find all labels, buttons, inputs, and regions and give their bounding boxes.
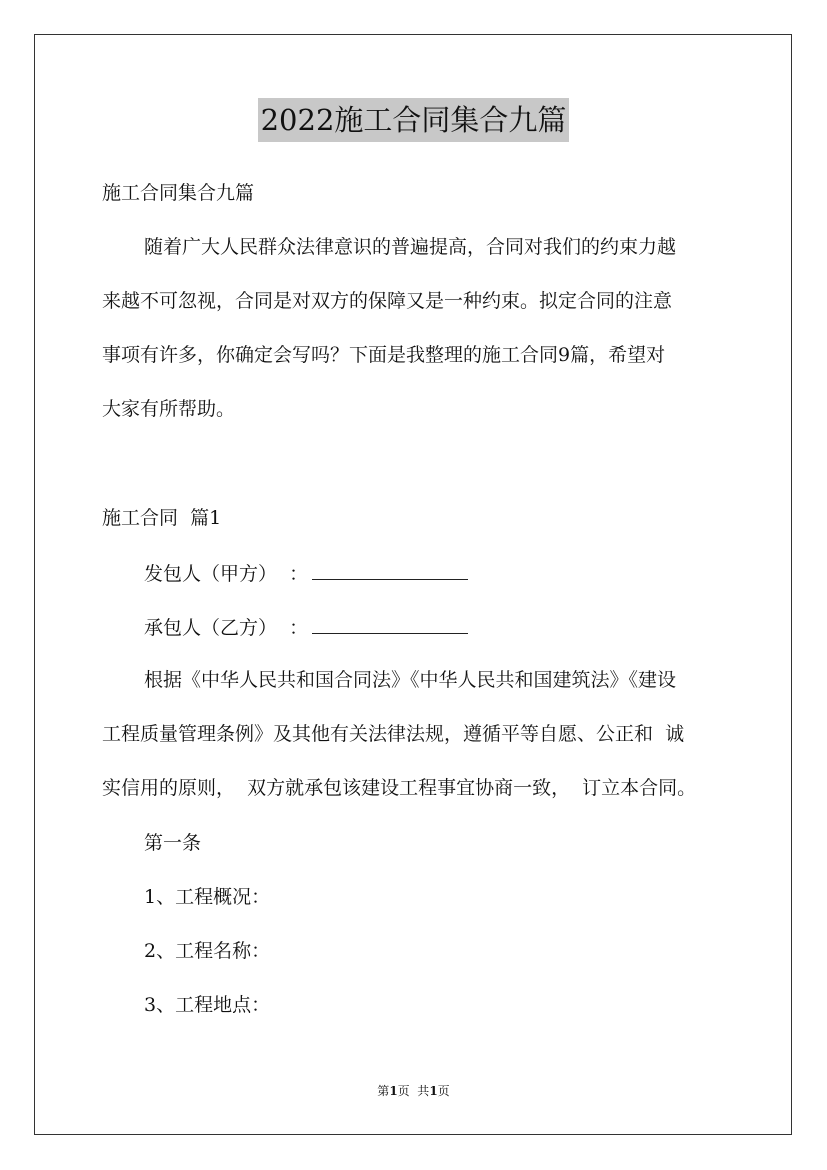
party-b-row — [144, 613, 468, 642]
list-item: 1、工程概况： — [144, 886, 271, 908]
document-title: 2022施工合同集合九篇 — [258, 98, 570, 142]
section-heading: 施工合同 篇1 — [102, 507, 222, 529]
footer-page-prefix: 第 — [377, 1084, 390, 1098]
footer-page-number: 1 — [389, 1084, 398, 1098]
party-a-row — [144, 559, 468, 588]
list-item: 3、工程地点： — [144, 994, 271, 1016]
title-container — [0, 98, 827, 142]
intro-line-2: 来越不可忽视，合同是对双方的保障又是一种约束。拟定合同的注意 — [102, 290, 673, 312]
document-subtitle: 施工合同集合九篇 — [102, 182, 255, 204]
intro-line-1: 随着广大人民群众法律意识的普遍提高，合同对我们的约束力越 — [144, 236, 677, 258]
intro-line-3: 事项有许多，你确定会写吗？下面是我整理的施工合同9篇，希望对 — [102, 344, 666, 366]
party-a-label: 发包人（甲方） ： — [144, 563, 309, 585]
party-a-blank — [312, 559, 468, 580]
basis-line-1: 根据《中华人民共和国合同法》《中华人民共和国建筑法》《建设 — [144, 669, 677, 691]
article-heading: 第一条 — [144, 832, 202, 854]
basis-line-2: 工程质量管理条例》及其他有关法律法规，遵循平等自愿、公正和 诚 — [102, 723, 685, 745]
intro-line-4: 大家有所帮助。 — [102, 398, 236, 420]
party-b-label: 承包人（乙方） ： — [144, 617, 309, 639]
footer-page-suffix: 页 — [437, 1084, 450, 1098]
list-item: 2、工程名称： — [144, 940, 271, 962]
page-footer — [0, 1082, 827, 1099]
footer-page-mid: 页 共 — [397, 1084, 430, 1098]
basis-line-3: 实信用的原则， 双方就承包该建设工程事宜协商一致， 订立本合同。 — [102, 777, 697, 799]
party-b-blank — [312, 613, 468, 634]
footer-page-total: 1 — [429, 1084, 438, 1098]
